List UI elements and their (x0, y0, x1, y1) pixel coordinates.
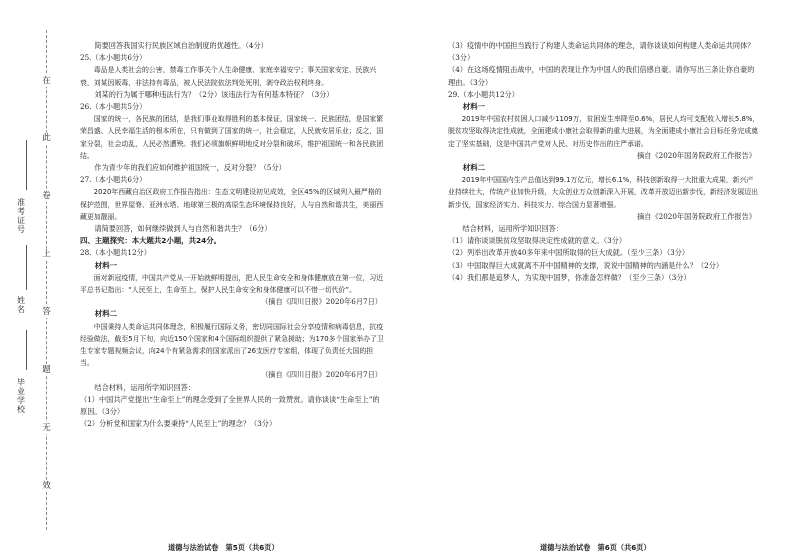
text-line: （2）分析党和国家为什么要秉持“人民至上”的理念？（3分） (80, 419, 277, 429)
page-6-footer: 道德与法治试卷 第6页（共6页） (540, 543, 651, 552)
seal-char: 卷 (40, 190, 53, 202)
seal-char: 上 (40, 248, 53, 260)
exam-number-label: 准考证号 (17, 198, 25, 234)
text-line: （1）请你谈谈脱贫攻坚取得决定性成就的意义。（3分） (448, 236, 627, 246)
text-line: 结合材料，运用所学知识回答： (94, 382, 196, 392)
page-5-content (80, 40, 386, 431)
text-line: （1）中国共产党提出“生命至上”的理念受到了全世界人民的一致赞赏。请你谈谈“生命至上”的原因。（3分） (80, 394, 380, 417)
seal-char: 在 (40, 75, 53, 87)
text-line: 28.（本小题共12分） (80, 248, 151, 258)
seal-char: 答 (40, 306, 53, 318)
text-line: 结合材料，运用所学知识回答： (462, 224, 564, 234)
text-line: 国家的统一，各民族的团结，是我们事业取得胜利的基本保证，国家统一、民族团结，是国家繁荣昌盛、人民幸福生活的根本所在，只有做到了国家的统一，社会稳定，人民就安居乐业；反之，国家分裂，社会动乱，人民必然遭殃。我们必须旗帜鲜明地反对分裂和破坏，维护祖国统一和各民族团结。 (80, 115, 384, 160)
text-line: 材料二 (94, 309, 117, 319)
text-line: 面对新冠疫情，中国共产党从一开始就鲜明提出，把人民生命安全和身体健康放在第一位，习近平总书记指出：“人民至上，生命至上，保护人民生命安全和身体健康可以不惜一切代价”。 (80, 273, 384, 295)
text-line: 请简要回答，如何继续做到人与自然和谐共生？（6分） (94, 224, 272, 234)
text-line: （3）疫情中的中国担当践行了构建人类命运共同体的理念，请你谈谈如何构建人类命运共同体？（3分） (448, 41, 755, 63)
seal-line (46, 30, 47, 530)
text-line: 简要回答我国实行民族区域自治制度的优越性。（4分） (94, 41, 268, 50)
seal-char: 效 (40, 480, 53, 492)
binding-margin (0, 0, 70, 560)
name-line (26, 245, 27, 290)
name-label: 姓名 (17, 296, 25, 314)
text-line: 中国秉持人类命运共同体理念，积极履行国际义务，密切同国际社会分享疫情和病毒信息，抗疫经验做法，截至5月下旬，向近150个国家和4个国际组织提供了紧急援助；为170多个国家举办了卫生专家专题视频会议，向24个有紧急需求的国家派出了26支医疗专家组，体现了负责任大国的担当。 (80, 322, 384, 368)
exam-number-line (26, 140, 27, 190)
text-line: 刘某的行为属于哪种违法行为？（2分）该违法行为有何基本特征？（3分） (94, 89, 334, 99)
text-line: 材料一 (462, 102, 485, 112)
text-line: 材料二 (462, 163, 485, 173)
text-line: 2019年中国国内生产总值达到99.1万亿元，增长6.1%，科技创新取得一大批重大成果，新兴产业持续壮大，传统产业加快升级，大众创业万众创新深入开展，改革开放迈出新步伐，新经济发展迈出新步伐，国家经济实力、科技实力、综合国力显著增强。 (448, 176, 759, 209)
text-line: （摘自《四川日报》2020年6月7日） (261, 297, 382, 307)
text-line: （2）列举出改革开放40多年来中国所取得的巨大成就。（至少三条）（3分） (448, 248, 690, 258)
page-5-footer: 道德与法治试卷 第5页（共6页） (168, 543, 279, 552)
text-line: 材料一 (94, 260, 117, 270)
text-line: 26.（本小题共5分） (80, 102, 147, 112)
seal-char: 无 (40, 422, 53, 434)
text-line: 2019年中国农村贫困人口减少1109万，贫困发生率降至0.6%，居民人均可支配收入增长5.8%，脱贫攻坚取得决定性成就，全面建成小康社会取得新的重大进展，为全面建成小康社会目标任务完成奠定了坚实基础，这是中国共产党对人民、对历史作出的庄严承诺。 (448, 115, 760, 148)
text-line: 摘自《2020年国务院政府工作报告》 (637, 150, 756, 160)
text-line: 25.（本小题共6分） (80, 53, 147, 63)
text-line: （4）我们都是追梦人，为实现中国梦，你准备怎样做？（至少三条）（3分） (448, 272, 691, 282)
school-line (26, 330, 27, 370)
text-line: 2020年西藏自治区政府工作报告指出：生态文明建设初见成效，全区45%的区域列入最严格的保护范围，世界屋脊、亚洲水塔、地球第三极的高原生态环境保持良好，人与自然和谐共生，美丽西藏更加靓丽。 (80, 188, 384, 221)
text-line: 摘自《2020年国务院政府工作报告》 (637, 211, 756, 221)
text-line: 27.（本小题共6分） (80, 175, 147, 185)
text-line: 四、主题探究：本大题共2小题，共24分。 (80, 236, 222, 246)
text-line: （4）在这场疫情阻击战中，中国的表现让作为中国人的我们倍感自豪。请你写出三条让你自豪的理由。（3分） (448, 65, 755, 87)
text-line: （摘自《四川日报》2020年6月7日） (261, 370, 382, 380)
text-line: 作为青少年的我们应如何维护祖国统一，反对分裂？（5分） (94, 163, 286, 173)
seal-char: 题 (40, 364, 53, 376)
text-line: 29.（本小题共12分） (448, 89, 519, 99)
page-6-content (448, 40, 760, 284)
text-line: （3）中国取得巨大成就离不开中国精神的支撑，说说中国精神的内涵是什么？（2分） (448, 260, 724, 270)
text-line: 毒品是人类社会的公害，禁毒工作事关个人生命健康、家庭幸福安宁；事关国家安定、民族兴衰，刘某因贩毒，非法持有毒品，被人民法院依法判处死刑，剥夺政治权利终身。 (80, 66, 377, 87)
school-label: 毕业学校 (17, 378, 25, 414)
seal-char: 此 (40, 132, 53, 144)
